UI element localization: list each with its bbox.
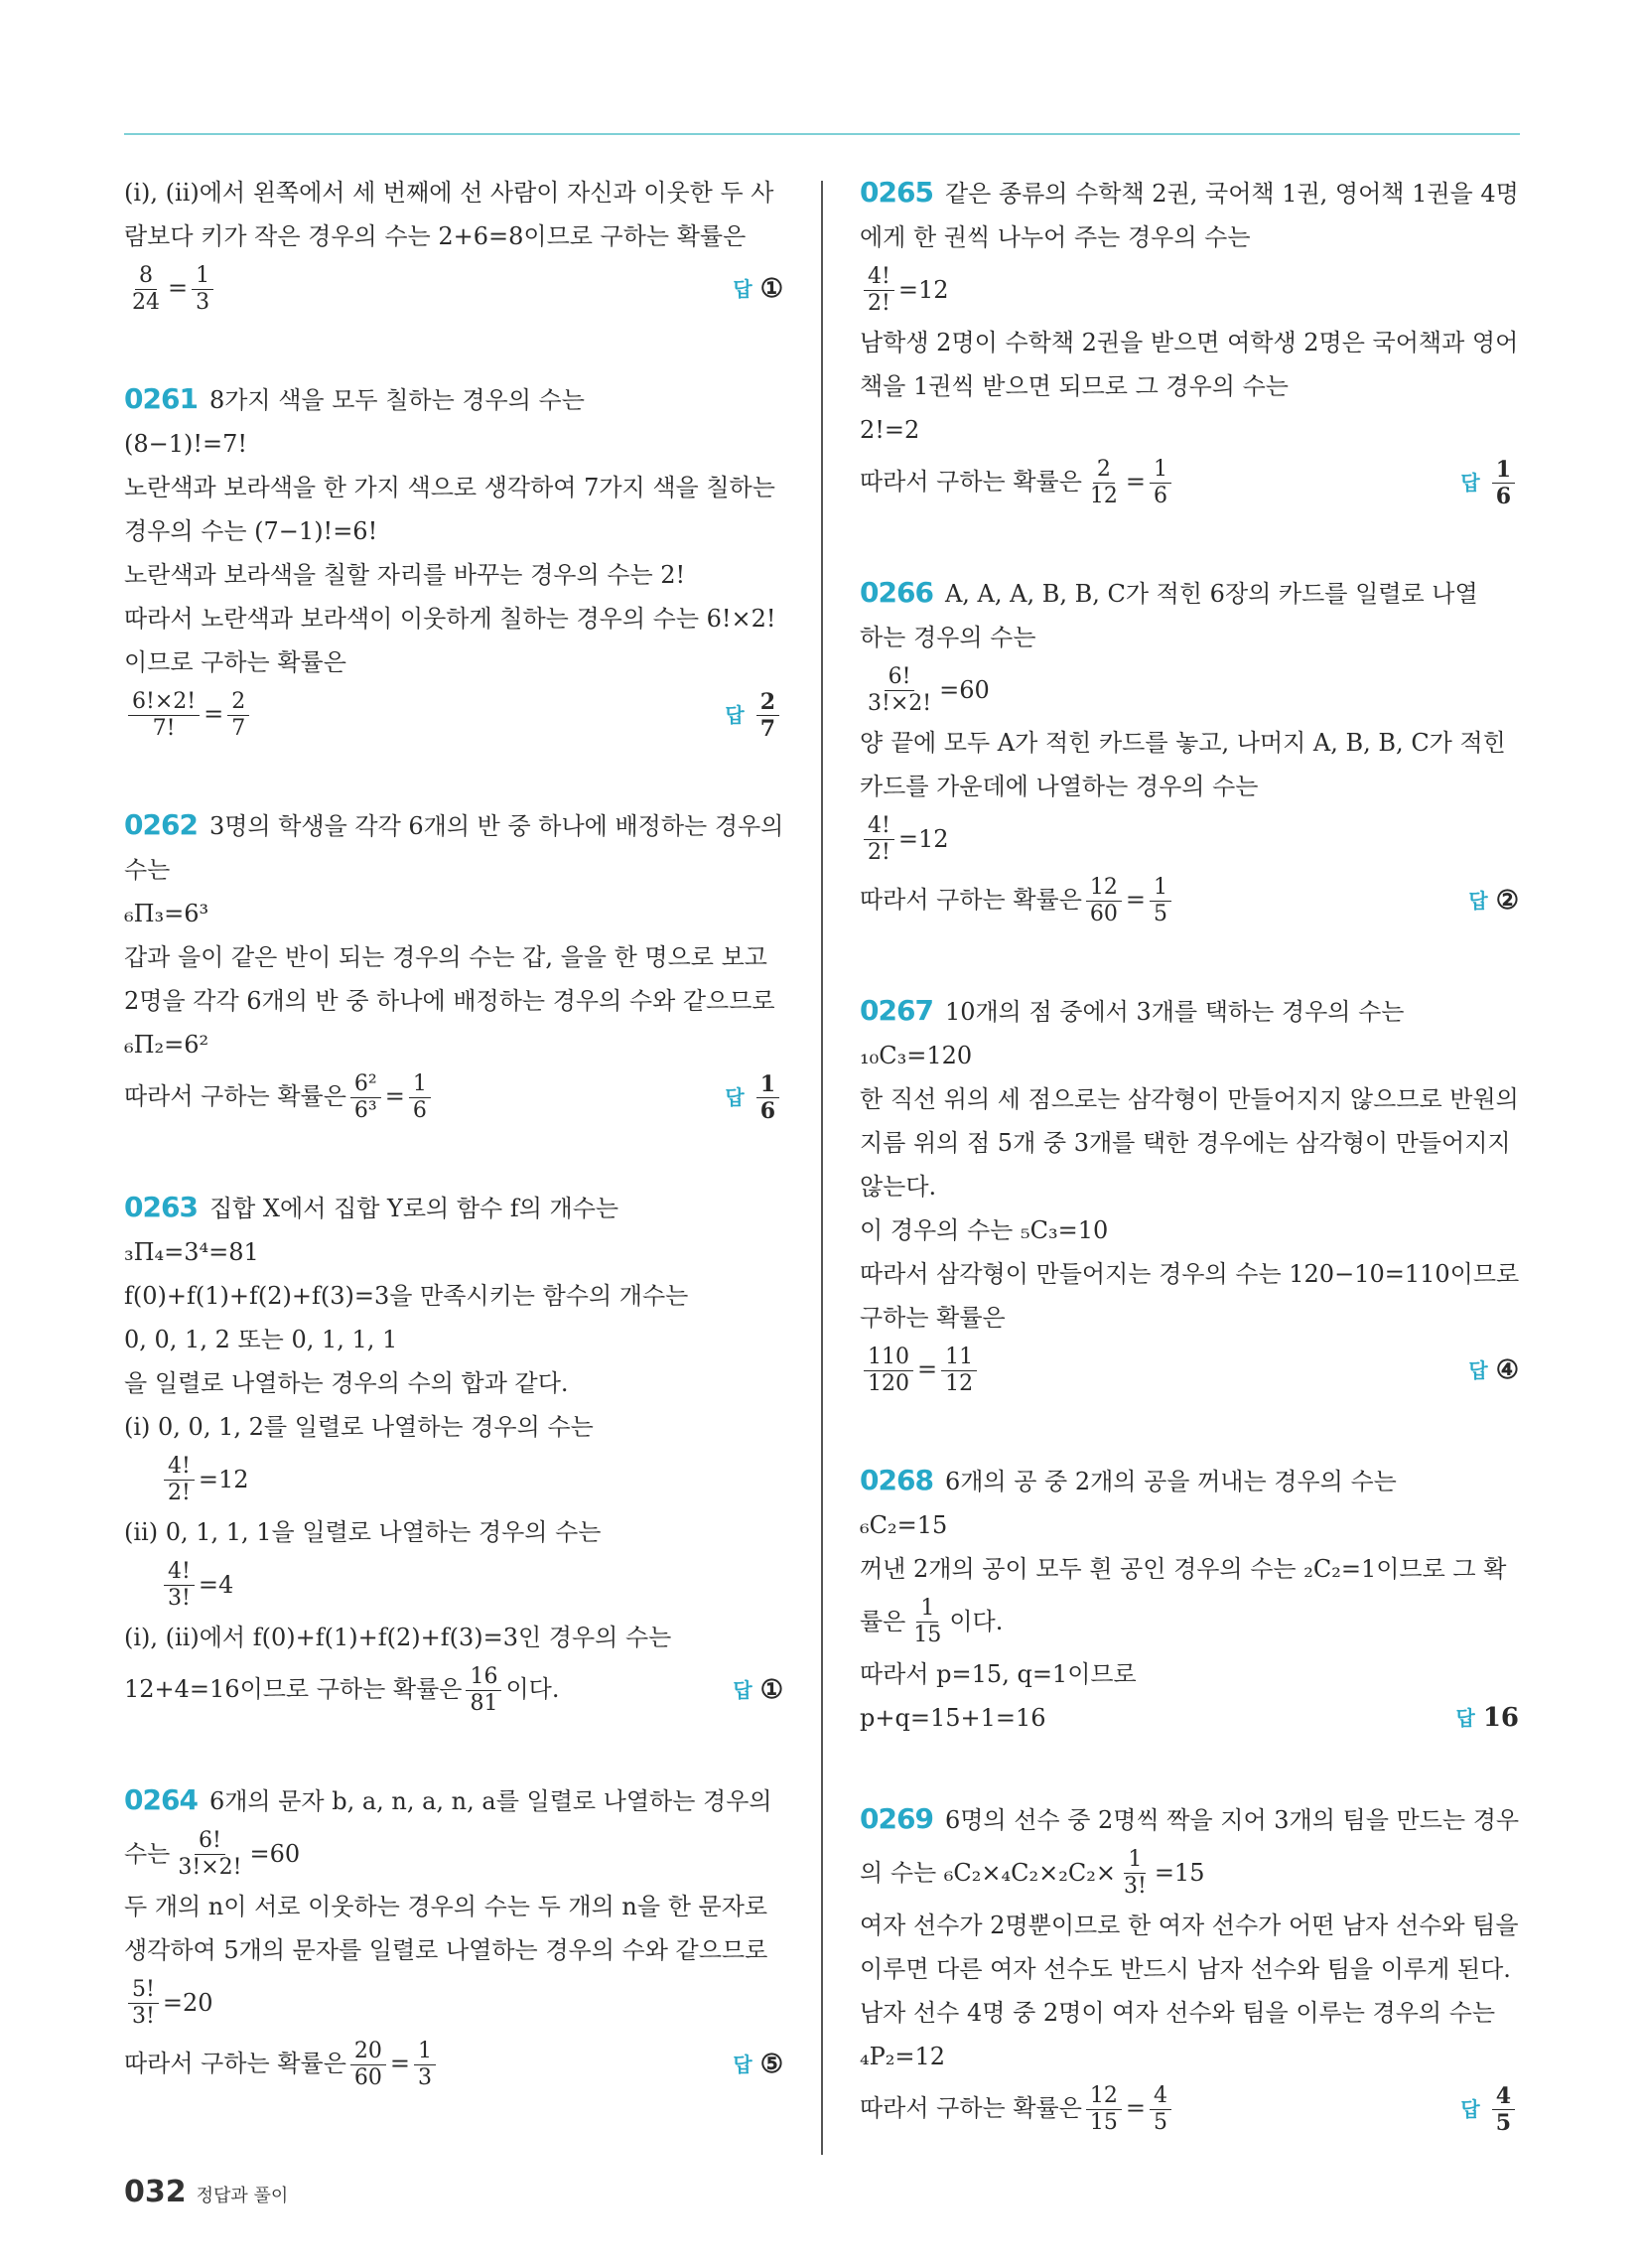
- answer: 답 $\frac{4}{5}$: [1460, 2083, 1519, 2136]
- problem-number: 0265: [860, 176, 933, 209]
- problem-0269: 0269 6명의 선수 중 2명씩 짝을 지어 3개의 팀을 만드는 경우 의 수는 ₆C₂×₄C₂×₂C₂× $\frac{1}{3!}$ =15 여자 선수가 2명뿐이므로 한 여자 선수가 어떤 남자 선수와 팀을 이루면 다른 여자 선수도 반드시 남자 선수와 팀을 이루게 된다. 남자 선수 4명 중 2명이 여자 선수와 팀을 이루는 경우의 수는 ₄P₂=12 따라서 구하는 확률은 $\frac{12}{15}$ = $\frac{4}{5}$ 답 $\frac{4}{5}$: [860, 1797, 1519, 2140]
- problem-number: 0266: [860, 576, 933, 609]
- fraction: $\frac{8}{24}$: [132, 262, 160, 315]
- right-column: [860, 171, 1519, 2197]
- problem-number: 0264: [124, 1783, 198, 1816]
- fraction: $\frac{1}{3}$: [192, 263, 213, 316]
- problem-0267: 0267 10개의 점 중에서 3개를 택하는 경우의 수는 ₁₀C₃=120 한 직선 위의 세 점으로는 삼각형이 만들어지지 않으므로 반원의 지름 위의 점 5개 중 3개를 택한 경우에는 삼각형이 만들어지지 않는다. 이 경우의 수는 ₅C₃=10 따라서 삼각형이 만들어지는 경우의 수는 120−10=110이므로 구하는 확률은 $\frac{110}{120}$ = $\frac{11}{12}$ 답 ④: [860, 989, 1519, 1401]
- answer-row: 따라서 구하는 확률은 $\frac{12}{15}$ = $\frac{4}{5}$ 답 $\frac{4}{5}$: [860, 2078, 1519, 2140]
- problem-0266: 0266 A, A, A, B, B, C가 적힌 6장의 카드를 일렬로 나열 하는 경우의 수는 $\frac{6!}{3!\times 2!}$ =60 양 끝에 모두 A가 적힌 카드를 놓고, 나머지 A, B, B, C가 적힌 카드를 가운데에 나열하는 경우의 수는 $\frac{4!}{2!}$ =12 따라서 구하는 확률은 $\frac{12}{60}$ = $\frac{1}{5}$ 답 ②: [860, 571, 1519, 931]
- problem-number: 0267: [860, 994, 933, 1027]
- problem-number: 0263: [124, 1191, 198, 1223]
- answer-row: 따라서 구하는 확률은 $\frac{2}{12}$ = $\frac{1}{6}$ 답 $\frac{1}{6}$: [860, 452, 1519, 513]
- page-footer: [124, 2175, 288, 2209]
- answer-row: 따라서 구하는 확률은 $\frac{12}{60}$ = $\frac{1}{5}$ 답 ②: [860, 874, 1519, 926]
- problem-number: 0269: [860, 1802, 933, 1835]
- problem-0268: 0268 6개의 공 중 2개의 공을 꺼내는 경우의 수는 ₆C₂=15 꺼낸 2개의 공이 모두 흰 공인 경우의 수는 ₂C₂=1이므로 그 확 률은 $\frac{1}{15}$ 이다. 따라서 p=15, q=1이므로 p+q=15+1=16 답 16: [860, 1459, 1519, 1740]
- answer: 답 $\frac{1}{6}$: [725, 1071, 783, 1124]
- problem-0263: 0263 집합 X에서 집합 Y로의 함수 f의 개수는 ₃Π₄=3⁴=81 f(0)+f(1)+f(2)+f(3)=3을 만족시키는 함수의 개수는 0, 0, 1, 2 또는 0, 1, 1, 1 을 일렬로 나열하는 경우의 수의 합과 같다. (ⅰ) 0, 0, 1, 2를 일렬로 나열하는 경우의 수는 $\frac{4!}{2!}$ =12 (ⅱ) 0, 1, 1, 1을 일렬로 나열하는 경우의 수는 $\frac{4!}{3!}$ =4 (ⅰ), (ⅱ)에서 f(0)+f(1)+f(2)+f(3)=3인 경우의 수는 12+4=16이므로 구하는 확률은 $\frac{16}{81}$ 이다. 답 ①: [124, 1186, 783, 1721]
- answer: 답 $\frac{1}{6}$: [1460, 457, 1519, 509]
- answer: 답 ④: [1468, 1355, 1519, 1385]
- text-line: 람보다 키가 작은 경우의 수는 2+6=8이므로 구하는 확률은: [124, 222, 747, 250]
- answer-row: 따라서 구하는 확률은 $\frac{20}{60}$ = $\frac{1}{3}$ 답 ⑤: [124, 2038, 783, 2090]
- answer-row: p+q=15+1=16 답 16: [860, 1696, 1519, 1740]
- answer: 답 ①: [733, 274, 783, 304]
- column-divider: [821, 181, 823, 2155]
- answer: 답 ⑤: [733, 2050, 783, 2079]
- problem-0261: 0261 8가지 색을 모두 칠하는 경우의 수는 (8−1)!=7! 노란색과 보라색을 한 가지 색으로 생각하여 7가지 색을 칠하는 경우의 수는 (7−1)!=6! 노란색과 보라색을 칠할 자리를 바꾸는 경우의 수는 2! 따라서 노란색과 보라색이 이웃하게 칠하는 경우의 수는 6!×2! 이므로 구하는 확률은 $\frac{6!\times 2!}{7!}$ = $\frac{2}{7}$ 답 $\frac{2}{7}$: [124, 377, 783, 746]
- text-line: (ⅰ), (ⅱ)에서 왼쪽에서 세 번째에 선 사람이 자신과 이웃한 두 사: [124, 179, 774, 207]
- problem-number: 0262: [124, 808, 198, 841]
- answer-row: 12+4=16이므로 구하는 확률은 $\frac{16}{81}$ 이다. 답 ①: [124, 1663, 783, 1716]
- intro-solution: [124, 171, 783, 320]
- left-column: [124, 171, 783, 2153]
- problem-0262: 0262 3명의 학생을 각각 6개의 반 중 하나에 배정하는 경우의 수는 ₆Π₃=6³ 갑과 을이 같은 반이 되는 경우의 수는 갑, 을을 한 명으로 보고 2명을 각각 6개의 반 중 하나에 배정하는 경우의 수와 같으므로 ₆Π₂=6² 따라서 구하는 확률은 $\frac{\text{6²}}{\text{6³}}$ = $\frac{1}{6}$ 답 $\frac{1}{6}$: [124, 803, 783, 1128]
- answer-row: 따라서 구하는 확률은 $\frac{\text{6²}}{\text{6³}}$ = $\frac{1}{6}$ 답 $\frac{1}{6}$: [124, 1066, 783, 1128]
- problem-number: 0268: [860, 1464, 933, 1496]
- problem-0264: 0264 6개의 문자 b, a, n, a, n, a를 일렬로 나열하는 경우의 수는 $\frac{6!}{3!\times 2!}$ =60 두 개의 n이 서로 이웃하는 경우의 수는 두 개의 n을 한 문자로 생각하여 5개의 문자를 일렬로 나열하는 경우의 수와 같으므로 $\frac{5!}{3!}$ =20 따라서 구하는 확률은 $\frac{20}{60}$ = $\frac{1}{3}$ 답 ⑤: [124, 1778, 783, 2095]
- answer: 답 $\frac{2}{7}$: [725, 689, 783, 742]
- footer-label: 정답과 풀이: [196, 2186, 289, 2206]
- problem-0265: 0265 같은 종류의 수학책 2권, 국어책 1권, 영어책 1권을 4명 에게 한 권씩 나누어 주는 경우의 수는 $\frac{4!}{2!}$ =12 남학생 2명이 수학책 2권을 받으면 여학생 2명은 국어책과 영어 책을 1권씩 받으면 되므로 그 경우의 수는 2!=2 따라서 구하는 확률은 $\frac{2}{12}$ = $\frac{1}{6}$ 답 $\frac{1}{6}$: [860, 171, 1519, 513]
- page-number: 032: [124, 2175, 187, 2209]
- problem-number: 0261: [124, 382, 198, 415]
- answer: 답 16: [1455, 1703, 1519, 1733]
- answer: 답 ②: [1468, 886, 1519, 916]
- answer-row: $\frac{6!\times 2!}{7!}$ = $\frac{2}{7}$ 답 $\frac{2}{7}$: [124, 684, 783, 746]
- answer-row: $\frac{8}{24}$ = $\frac{1}{3}$ 답 ①: [124, 258, 783, 320]
- answer: 답 ①: [733, 1675, 783, 1705]
- header-rule: [124, 133, 1520, 135]
- answer-row: $\frac{110}{120}$ = $\frac{11}{12}$ 답 ④: [860, 1340, 1519, 1401]
